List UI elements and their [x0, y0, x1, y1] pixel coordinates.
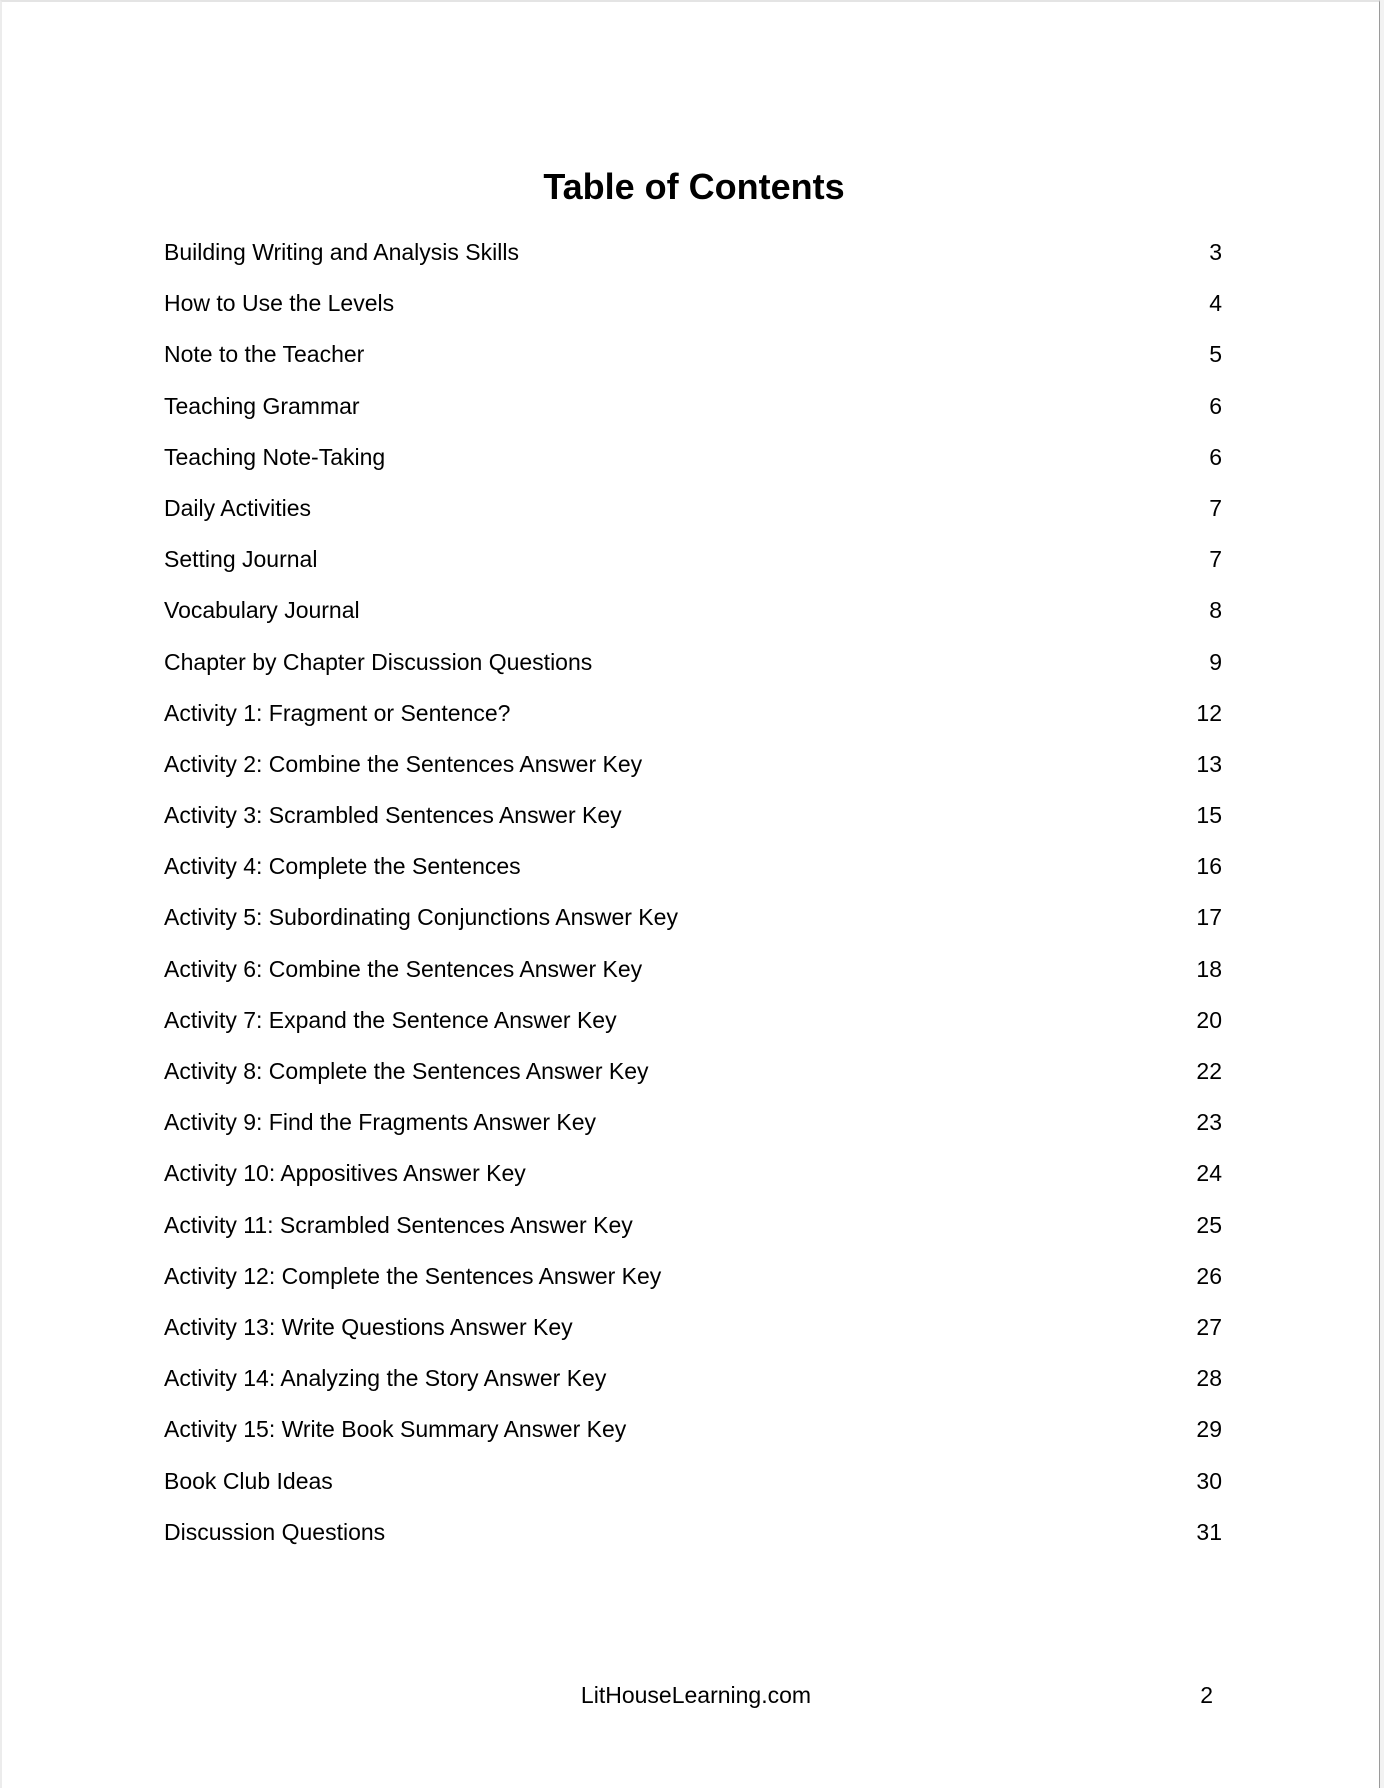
toc-entry[interactable] [164, 340, 1222, 391]
toc-entry[interactable] [164, 1313, 1222, 1364]
toc-entry-page: 3 [1209, 239, 1222, 265]
toc-entry-label: Activity 1: Fragment or Sentence? [164, 699, 511, 726]
toc-entry-page: 30 [1196, 1467, 1222, 1494]
toc-entry-label: Building Writing and Analysis Skills [164, 239, 519, 265]
toc-entry[interactable] [164, 1364, 1222, 1415]
toc-entry-label: Chapter by Chapter Discussion Questions [164, 648, 593, 675]
toc-entry[interactable] [164, 801, 1222, 852]
toc-entry-page: 27 [1196, 1313, 1222, 1340]
toc-entry[interactable] [164, 1159, 1222, 1210]
toc-entry-page: 7 [1209, 494, 1222, 521]
page-title: Table of Contents [543, 166, 845, 207]
toc-entry-label: Teaching Grammar [164, 392, 360, 419]
footer-page-number: 2 [1200, 1682, 1213, 1708]
toc-entry[interactable] [164, 443, 1222, 494]
toc-entry-page: 5 [1209, 341, 1222, 368]
toc-entry-page: 29 [1196, 1416, 1222, 1443]
footer-website: LitHouseLearning.com [580, 1682, 812, 1708]
toc-entry[interactable] [164, 955, 1222, 1006]
toc-entry-label: Activity 6: Combine the Sentences Answer Key [164, 955, 643, 982]
toc-entry-label: Activity 10: Appositives Answer Key [164, 1160, 526, 1187]
toc-entry-page: 23 [1196, 1109, 1222, 1136]
toc-entry-page: 6 [1209, 392, 1222, 419]
toc-entry[interactable] [164, 648, 1222, 699]
toc-entry-page: 4 [1209, 290, 1222, 317]
toc-entry[interactable] [164, 596, 1222, 647]
toc-entry-label: Activity 11: Scrambled Sentences Answer Key [164, 1211, 633, 1238]
toc-entry-page: 6 [1209, 443, 1222, 470]
toc-entry-page: 18 [1196, 955, 1222, 982]
toc-entry-label: Vocabulary Journal [164, 597, 360, 624]
toc-entry[interactable] [164, 1415, 1222, 1466]
toc-entry-page: 9 [1209, 648, 1222, 675]
toc-entry-page: 17 [1196, 904, 1222, 931]
toc-entry-page: 16 [1196, 853, 1222, 880]
toc-entry-page: 20 [1196, 1006, 1222, 1033]
toc-entry-page: 13 [1196, 750, 1222, 777]
toc-entry[interactable] [164, 289, 1222, 340]
toc-entry[interactable] [164, 238, 1222, 289]
toc-entry-label: Activity 7: Expand the Sentence Answer Key [164, 1006, 617, 1033]
toc-entry[interactable] [164, 750, 1222, 801]
toc-entry-label: Activity 15: Write Book Summary Answer Key [164, 1416, 627, 1443]
toc-entry-label: Activity 4: Complete the Sentences [164, 853, 521, 880]
toc-entry[interactable] [164, 494, 1222, 545]
toc-entry-page: 22 [1196, 1058, 1222, 1084]
toc-entry-label: Note to the Teacher [164, 341, 365, 368]
toc-entry[interactable] [164, 1467, 1222, 1518]
toc-entry-page: 25 [1196, 1211, 1222, 1238]
toc-entry-page: 24 [1196, 1160, 1222, 1187]
toc-entry[interactable] [164, 1006, 1222, 1057]
toc-entry[interactable] [164, 1211, 1222, 1262]
table-of-contents [164, 238, 1222, 1569]
toc-entry[interactable] [164, 903, 1222, 954]
toc-entry-page: 26 [1196, 1262, 1222, 1289]
toc-entry-label: Book Club Ideas [164, 1467, 333, 1494]
toc-entry-label: Activity 14: Analyzing the Story Answer Key [164, 1365, 607, 1392]
toc-entry-page: 12 [1196, 699, 1222, 726]
toc-entry[interactable] [164, 699, 1222, 750]
toc-entry-label: Teaching Note-Taking [164, 443, 386, 470]
toc-entry[interactable] [164, 1518, 1222, 1569]
toc-entry-label: Activity 13: Write Questions Answer Key [164, 1313, 573, 1340]
toc-entry-label: Setting Journal [164, 546, 318, 573]
toc-entry-label: Daily Activities [164, 494, 311, 521]
toc-entry-label: Activity 12: Complete the Sentences Answer Key [164, 1262, 662, 1289]
toc-entry-label: How to Use the Levels [164, 290, 395, 317]
toc-entry[interactable] [164, 1262, 1222, 1313]
toc-entry-page: 8 [1209, 597, 1222, 624]
toc-entry-label: Activity 5: Subordinating Conjunctions Answer Key [164, 904, 678, 931]
toc-entry-label: Activity 8: Complete the Sentences Answer Key [164, 1058, 649, 1084]
toc-entry-label: Activity 9: Find the Fragments Answer Key [164, 1109, 597, 1136]
toc-entry[interactable] [164, 852, 1222, 903]
toc-entry-page: 28 [1196, 1365, 1222, 1392]
toc-entry-page: 31 [1196, 1518, 1222, 1545]
toc-entry-label: Activity 3: Scrambled Sentences Answer Key [164, 802, 622, 829]
toc-entry-label: Activity 2: Combine the Sentences Answer Key [164, 750, 643, 777]
toc-entry[interactable] [164, 1057, 1222, 1108]
toc-entry-page: 7 [1209, 546, 1222, 573]
toc-entry[interactable] [164, 1108, 1222, 1159]
toc-entry[interactable] [164, 545, 1222, 596]
toc-entry-page: 15 [1196, 802, 1222, 829]
toc-entry[interactable] [164, 392, 1222, 443]
toc-entry-label: Discussion Questions [164, 1518, 386, 1545]
